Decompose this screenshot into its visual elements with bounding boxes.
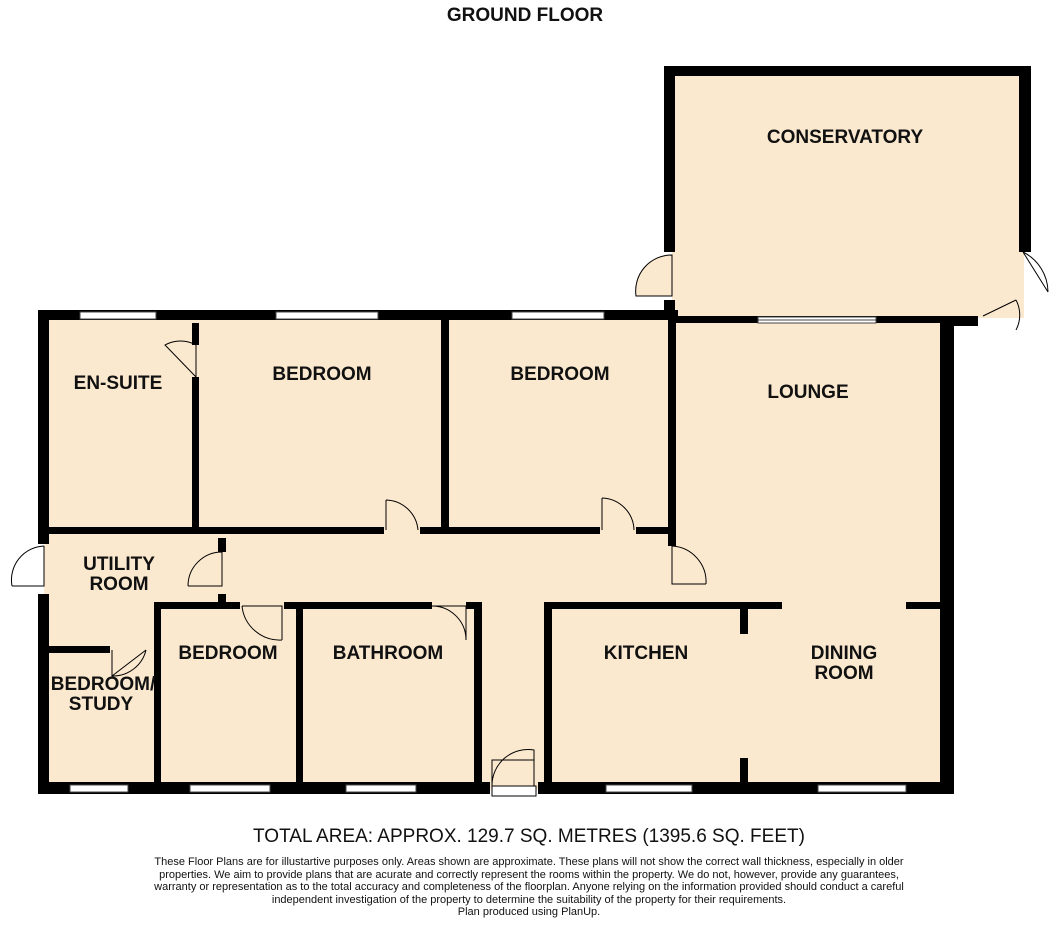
disclaimer-line: Plan produced using PlanUp. <box>457 906 601 919</box>
label-lounge: LOUNGE <box>767 382 849 403</box>
label-study-line1: BEDROOM/ <box>50 674 156 695</box>
label-conservatory: CONSERVATORY <box>766 127 924 148</box>
label-kitchen: KITCHEN <box>603 643 689 664</box>
label-dining-line1: DINING <box>810 643 878 664</box>
disclaimer <box>120 856 938 919</box>
label-bedroom-1: BEDROOM <box>272 364 372 385</box>
total-area: TOTAL AREA: APPROX. 129.7 SQ. METRES (1395.6 SQ. FEET) <box>253 826 805 847</box>
disclaimer-line: warranty or representation as to the total accuracy and completeness of the floorplan. Anyone relying on the information provided should conduct a careful <box>154 881 904 894</box>
label-bedroom-2: BEDROOM <box>510 364 610 385</box>
label-utility-line2: ROOM <box>89 574 149 595</box>
label-bathroom: BATHROOM <box>332 643 444 664</box>
label-bedroom-small: BEDROOM <box>178 643 278 664</box>
label-study-line2: STUDY <box>68 694 134 715</box>
label-en-suite: EN-SUITE <box>73 373 163 394</box>
label-dining-line2: ROOM <box>814 663 874 684</box>
floor-title: GROUND FLOOR <box>446 5 604 26</box>
floor-area <box>44 74 1024 790</box>
label-utility-line1: UTILITY <box>83 554 155 575</box>
disclaimer-line: These Floor Plans are for illustartive purposes only. Areas shown are approximate. These plans will not show the correct wall thickness, especially in older <box>154 856 904 868</box>
disclaimer-line: independent investigation of the property to determine the suitability of the property for their requirements. <box>271 893 787 906</box>
disclaimer-line: properties. We aim to provide plans that are acurate and correctly represent the rooms within the property. We do not, however, provide any guarantees, <box>159 868 899 881</box>
